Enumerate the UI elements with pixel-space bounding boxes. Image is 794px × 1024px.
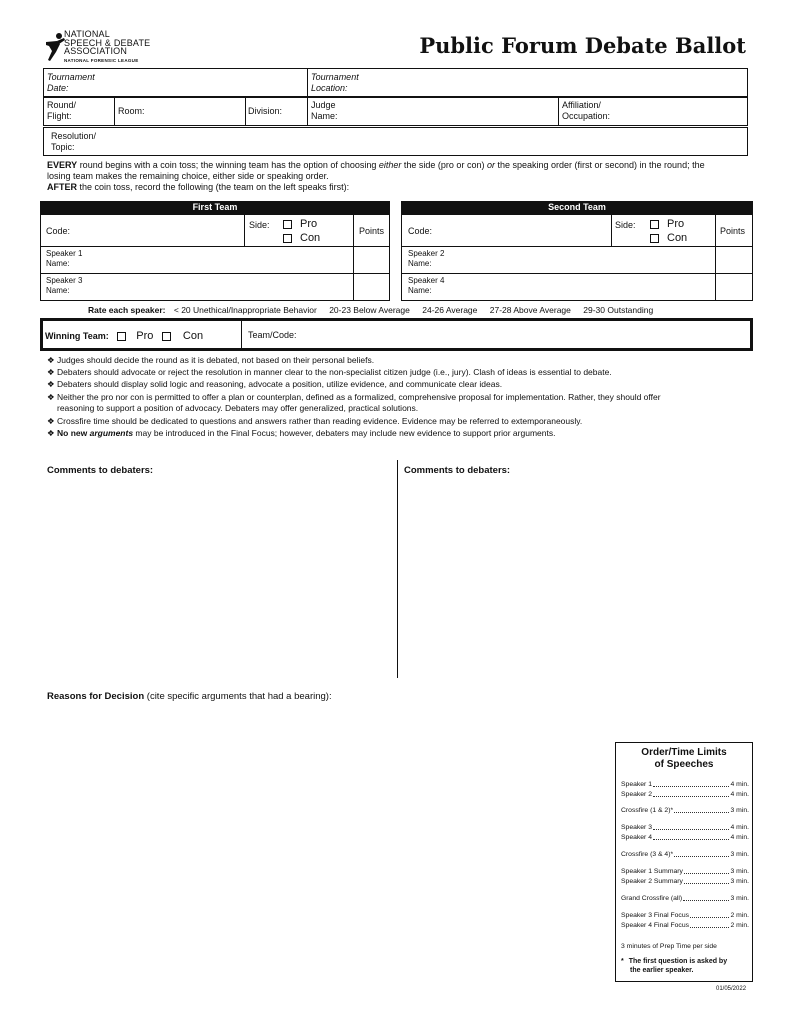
instruction-text-b: the side (pro or con) [401,160,487,170]
order-item-time: 4 min. [730,824,749,831]
judge-label-1: Judge [311,100,336,110]
order-item-time: 2 min. [730,912,749,919]
order-item-time: 4 min. [730,781,749,788]
con-checkbox[interactable] [650,234,659,243]
order-item [621,833,749,842]
first-team-side-label: Side: [249,220,270,230]
resolution-box [43,127,748,156]
rule-text: Crossfire time should be dedicated to questions and answers rather than reading evidence. Evidence may be referred to extemporaneously. [57,416,583,426]
winning-con-checkbox[interactable] [162,332,171,341]
leader-dots [653,833,730,840]
diamond-bullet-icon: ❖ [47,355,55,365]
order-time-limits-box [615,742,753,982]
instruction-text-c: the speaking order (first or second) in the round; the [494,160,705,170]
first-question-note [621,957,727,975]
order-item-label: Speaker 2 Summary [621,878,683,885]
speaker-4-label: Speaker 4 [408,276,445,285]
rule-text: reasoning to support a position of advocacy. Debaters may offer generalized, practical solutions. [57,403,419,413]
round-label-2: Flight: [47,111,72,121]
either-emphasis: either [378,160,402,170]
order-item-label: Crossfire (3 & 4)* [621,851,674,858]
order-title [616,747,752,771]
reasons-for-decision-heading [47,691,332,702]
pro-checkbox[interactable] [650,220,659,229]
speaker-figure-icon [44,32,66,62]
instruction-line-1 [47,160,752,171]
org-name-line3: ASSOCIATION [64,46,128,56]
ballot-title: Public Forum Debate Ballot [419,33,746,58]
leader-dots [690,921,729,928]
speaker-3-label: Speaker 3 [46,276,83,285]
org-name-line1: NATIONAL [64,29,110,39]
reasons-rest: (cite specific arguments that had a bearing): [144,691,332,702]
leader-dots [690,911,729,918]
second-team-con-option[interactable] [650,232,687,245]
round-info-box [43,97,748,126]
judge-label-2: Name: [311,111,338,121]
comments-right-area[interactable] [404,480,749,675]
first-team-points-header: Points [359,226,385,236]
resolution-label-2: Topic: [51,142,75,152]
prep-time-note: 3 minutes of Prep Time per side [621,943,717,950]
rule-item [47,367,747,378]
rating-label: Rate each speaker: [88,305,166,315]
speaker-1-name-field[interactable] [46,249,82,269]
nsda-logo [44,30,164,68]
order-item [621,894,749,903]
winning-pro-checkbox[interactable] [117,332,126,341]
tournament-date-label-1: Tournament [47,72,95,82]
rule-text: Neither the pro nor con is permitted to offer a plan or counterplan, defined as a formalized, comprehensive proposal for implementation. Rather, they should offer [57,392,661,402]
rule-item [47,416,747,427]
rule-text: Judges should decide the round as it is debated, not based on their personal beliefs. [57,355,375,365]
order-item [621,823,749,832]
diamond-bullet-icon: ❖ [47,428,55,438]
round-label-1: Round/ [47,100,77,110]
reasons-bold: Reasons for Decision [47,691,145,702]
tournament-date-field[interactable] [47,72,95,94]
con-checkbox[interactable] [283,234,292,243]
speaker-3-name-field[interactable] [46,276,82,296]
rule-item [47,428,747,439]
tournament-date-label-2: Date: [47,83,69,93]
speaker-4-name-field[interactable] [408,276,444,296]
rule-item [47,355,747,366]
rule-item [47,379,747,390]
diamond-bullet-icon: ❖ [47,379,55,389]
resolution-field[interactable] [51,131,96,153]
reasons-area[interactable] [47,706,607,986]
note-line-1: The first question is asked by [628,958,728,965]
order-title-line-2: of Speeches [654,759,714,770]
second-team-points-header: Points [720,226,746,236]
winning-team-code-field[interactable]: Team/Code: [248,330,297,340]
diamond-bullet-icon: ❖ [47,392,55,402]
second-team-table [401,214,753,301]
diamond-bullet-icon: ❖ [47,416,55,426]
order-title-line-1: Order/Time Limits [641,747,727,758]
order-item-label: Speaker 3 [621,824,652,831]
order-item-label: Speaker 1 [621,781,652,788]
second-team-code-field[interactable]: Code: [408,226,433,236]
tournament-info-box [43,68,748,97]
order-item-label: Speaker 4 [621,834,652,841]
first-team-con-option[interactable] [283,232,320,245]
first-team-pro-option[interactable] [283,218,317,231]
leader-dots [683,894,729,901]
division-field[interactable]: Division: [248,106,283,116]
comments-right-heading: Comments to debaters: [404,465,511,476]
rule-item [47,392,747,403]
first-team-code-field[interactable]: Code: [46,226,71,236]
comments-left-heading: Comments to debaters: [47,465,154,476]
speaker-2-name-label: Name: [408,259,432,268]
con-label: Con [300,232,321,244]
order-item-time: 4 min. [730,834,749,841]
affiliation-label-2: Occupation: [562,111,611,121]
round-flight-field[interactable] [47,100,76,122]
order-item [621,790,749,799]
note-star: * [621,958,624,965]
tournament-location-label-2: Location: [311,83,348,93]
diamond-bullet-icon: ❖ [47,367,55,377]
note-line-2: the earlier speaker. [630,967,694,974]
pro-label: Pro [300,218,318,230]
order-item-time: 2 min. [730,922,749,929]
leader-dots [684,867,730,874]
order-item [621,850,749,859]
rule-text: Debaters should advocate or reject the resolution in manner clear to the non-specialist citizen judge (i.e., jury). Clash of ideas is essential to debate. [57,367,612,377]
after-text: the coin toss, record the following (the team on the left speaks first): [77,182,350,192]
order-item-time: 3 min. [730,868,749,875]
order-item-time: 3 min. [730,878,749,885]
order-item-label: Speaker 4 Final Focus [621,922,690,929]
speaker-4-name-label: Name: [408,286,432,295]
order-item-label: Speaker 1 Summary [621,868,683,875]
order-item-time: 4 min. [730,791,749,798]
winning-pro-label: Pro [136,330,154,342]
after-emphasis: AFTER [47,182,77,192]
second-team-side-label: Side: [615,220,636,230]
order-item-time: 3 min. [730,851,749,858]
winning-team-side [45,330,203,342]
order-item [621,921,749,930]
leader-dots [674,850,729,857]
speaker-3-name-label: Name: [46,286,70,295]
instruction-line-3 [47,182,752,193]
order-item-label: Grand Crossfire (all) [621,895,683,902]
rule-item [47,403,747,414]
order-item [621,780,749,789]
resolution-label-1: Resolution/ [51,131,97,141]
order-item-time: 3 min. [730,807,749,814]
first-team-header: First Team [40,201,390,214]
speaker-1-label: Speaker 1 [46,249,83,258]
order-item-label: Speaker 3 Final Focus [621,912,690,919]
rating-average: 24-26 Average [422,305,478,315]
pro-checkbox[interactable] [283,220,292,229]
order-item [621,877,749,886]
tournament-location-label-1: Tournament [311,72,359,82]
leader-dots [684,877,730,884]
order-item-time: 3 min. [730,895,749,902]
rule-text: arguments [89,428,134,438]
coin-toss-instructions [47,160,752,193]
org-name-line2: SPEECH & DEBATE [64,37,151,48]
winning-con-label: Con [182,330,204,342]
or-emphasis: or [486,160,495,170]
first-team-table [40,214,390,301]
order-item [621,806,749,815]
rating-above-average: 27-28 Above Average [489,305,571,315]
every-emphasis: EVERY [47,160,78,170]
room-field[interactable]: Room: [118,106,145,116]
comments-left-area[interactable] [47,480,392,675]
comments-divider [397,460,398,678]
leader-dots [653,780,730,787]
con-label: Con [667,232,688,244]
affiliation-label-1: Affiliation/ [562,100,601,110]
rule-text: may be introduced in the Final Focus; however, debaters may include new evidence to support prior arguments. [133,428,556,438]
speaker-2-name-field[interactable] [408,249,444,269]
order-item-label: Crossfire (1 & 2)* [621,807,674,814]
tournament-location-field[interactable] [311,72,359,94]
winning-team-label: Winning Team: [45,331,109,341]
judge-name-field[interactable] [311,100,338,122]
affiliation-field[interactable] [562,100,610,122]
leader-dots [653,823,730,830]
rating-outstanding: 29-30 Outstanding [583,305,654,315]
rating-below-average: 20-23 Below Average [329,305,410,315]
revision-date: 01/05/2022 [716,986,747,992]
instruction-text-a: round begins with a coin toss; the winning team has the option of choosing [77,160,379,170]
speaker-1-name-label: Name: [46,259,70,268]
second-team-header: Second Team [401,201,753,214]
order-item [621,911,749,920]
speaker-2-label: Speaker 2 [408,249,445,258]
order-item [621,867,749,876]
leader-dots [674,806,729,813]
rule-text: No new [57,428,90,438]
rating-scale [88,305,653,316]
leader-dots [653,790,730,797]
order-item-label: Speaker 2 [621,791,652,798]
org-subtitle: NATIONAL FORENSIC LEAGUE [64,58,139,63]
rating-unethical: < 20 Unethical/Inappropriate Behavior [173,305,317,315]
rule-text: Debaters should display solid logic and reasoning, advocate a position, utilize evidence, and communicate clear ideas. [57,379,503,389]
second-team-pro-option[interactable] [650,218,684,231]
pro-label: Pro [667,218,685,230]
instruction-line-2: losing team makes the remaining choice, either side or speaking order. [47,171,329,181]
